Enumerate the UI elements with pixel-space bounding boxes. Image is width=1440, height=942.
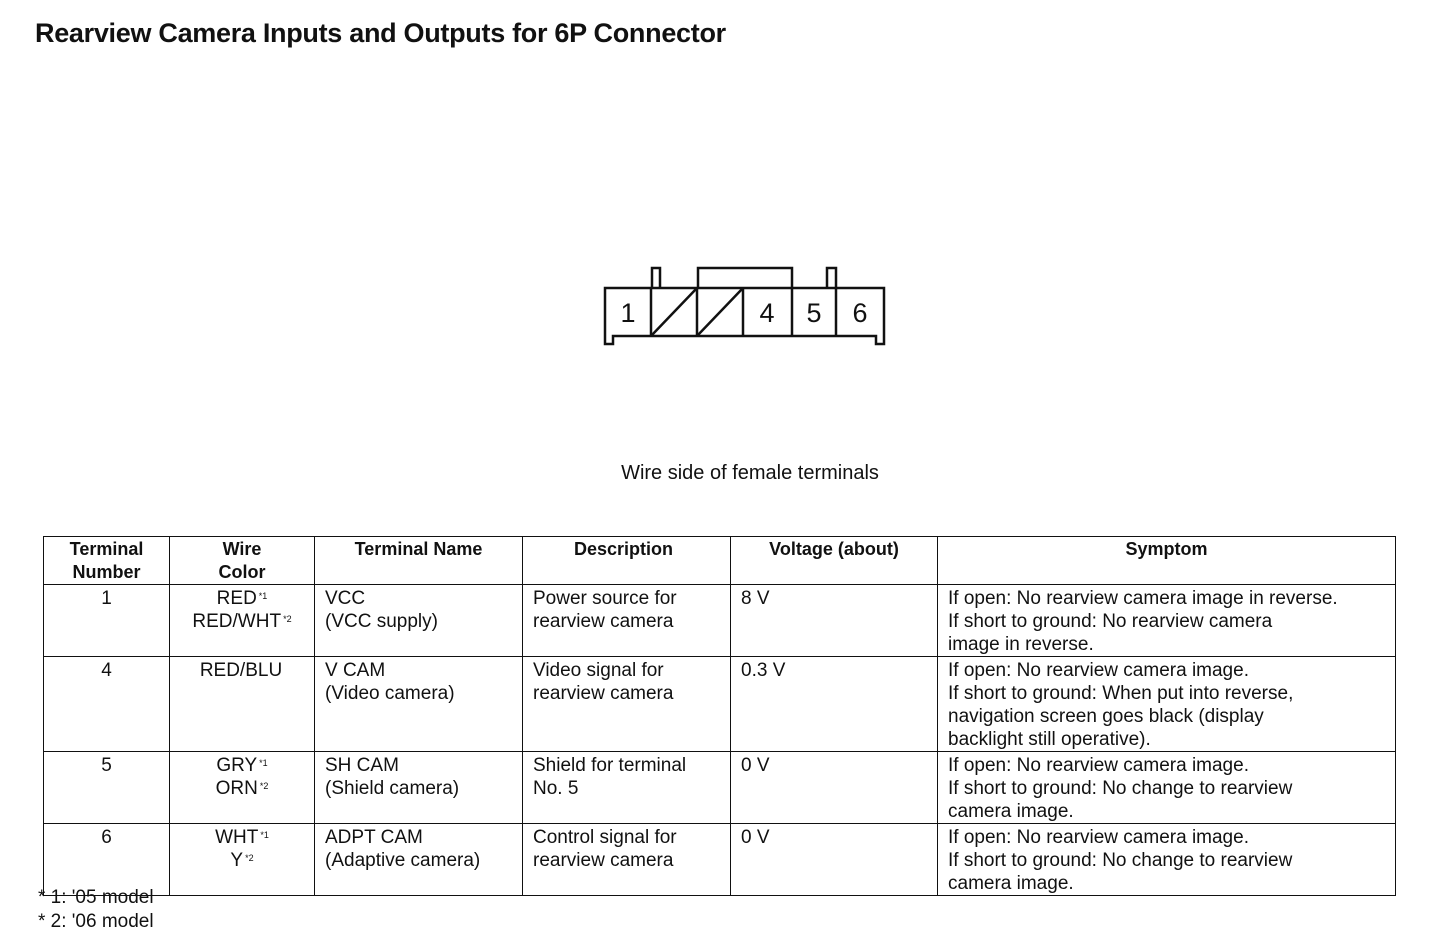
table-row <box>44 585 1396 657</box>
connector-caption: Wire side of female terminals <box>621 462 879 484</box>
footnote-2: * 2: '06 model <box>38 911 154 932</box>
voltage: 0 V <box>731 824 938 896</box>
terminal-name: SH CAM (Shield camera) <box>315 752 523 824</box>
voltage: 8 V <box>731 585 938 657</box>
description: Control signal for rearview camera <box>523 824 731 896</box>
pinout-table <box>43 536 1396 896</box>
connector-pin-5: 5 <box>806 298 822 328</box>
description: Shield for terminal No. 5 <box>523 752 731 824</box>
header-description: Description <box>523 537 731 585</box>
empty-cavity-2-slash <box>651 288 697 336</box>
symptom: If open: No rearview camera image in reverse. If short to ground: No rearview camera image in reverse. <box>938 585 1396 657</box>
connector-pin-6: 6 <box>852 298 868 328</box>
header-terminal-name: Terminal Name <box>315 537 523 585</box>
description: Power source for rearview camera <box>523 585 731 657</box>
wire-color: WHT $^{*1}$ Y $^{*2}$ <box>170 824 315 896</box>
header-voltage: Voltage (about) <box>731 537 938 585</box>
connector-pin-1: 1 <box>620 298 636 328</box>
wire-color: RED $^{*1}$ RED/WHT $^{*2}$ <box>170 585 315 657</box>
empty-cavity-3-slash <box>697 288 743 336</box>
wire-color: RED/BLU <box>170 657 315 752</box>
table-row <box>44 657 1396 752</box>
terminal-number: 1 <box>44 585 170 657</box>
terminal-name: VCC (VCC supply) <box>315 585 523 657</box>
connector-diagram <box>596 260 896 355</box>
header-symptom: Symptom <box>938 537 1396 585</box>
symptom: If open: No rearview camera image. If short to ground: No change to rearview camera image. <box>938 824 1396 896</box>
wire-color: GRY $^{*1}$ ORN $^{*2}$ <box>170 752 315 824</box>
footnotes <box>38 886 154 934</box>
voltage: 0.3 V <box>731 657 938 752</box>
terminal-number: 6 <box>44 824 170 896</box>
table-header-row <box>44 537 1396 585</box>
header-wire-color: Wire Color <box>170 537 315 585</box>
symptom: If open: No rearview camera image. If short to ground: When put into reverse, navigation screen goes black (display backlight still operative). <box>938 657 1396 752</box>
terminal-name: ADPT CAM (Adaptive camera) <box>315 824 523 896</box>
terminal-number: 5 <box>44 752 170 824</box>
footnote-1: * 1: '05 model <box>38 887 154 908</box>
description: Video signal for rearview camera <box>523 657 731 752</box>
connector-pin-4: 4 <box>759 298 775 328</box>
terminal-number: 4 <box>44 657 170 752</box>
page-title: Rearview Camera Inputs and Outputs for 6P Connector <box>35 18 726 48</box>
symptom: If open: No rearview camera image. If short to ground: No change to rearview camera image. <box>938 752 1396 824</box>
table-row <box>44 824 1396 896</box>
table-row <box>44 752 1396 824</box>
terminal-name: V CAM (Video camera) <box>315 657 523 752</box>
header-terminal-number: Terminal Number <box>44 537 170 585</box>
voltage: 0 V <box>731 752 938 824</box>
